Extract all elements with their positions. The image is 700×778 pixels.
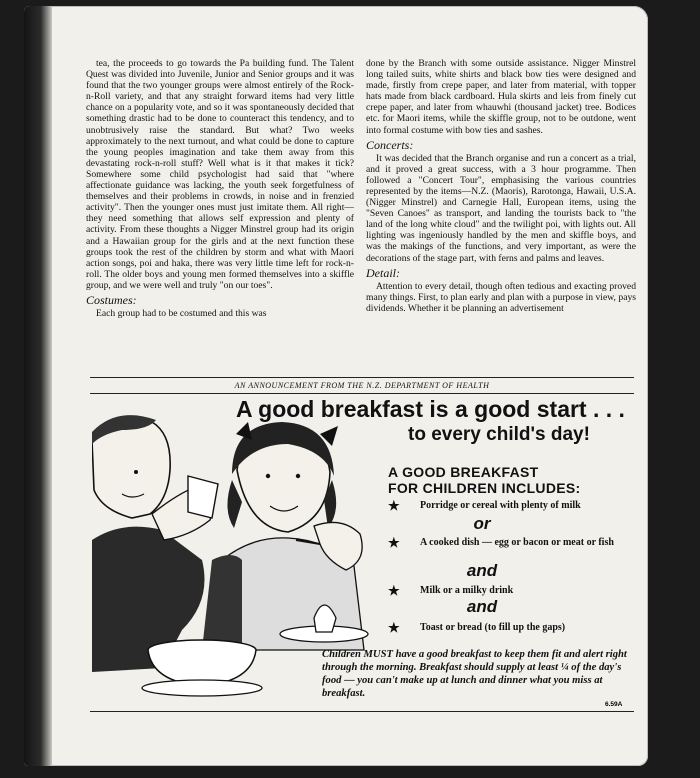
breakfast-item-text: Milk or a milky drink (420, 585, 514, 596)
ad-footer-text: Children MUST have a good breakfast to keep them fit and alert right through the morning. Breakfast should supply at least ¼ of the day's food — you can't make up at lunch and dinner what you miss at breakfast. (322, 649, 627, 699)
star-icon: ★ (388, 620, 400, 635)
breakfast-item-text: Toast or bread (to fill up the gaps) (420, 622, 566, 633)
ad-announcement: AN ANNOUNCEMENT FROM THE N.Z. DEPARTMENT OF HEALTH (234, 381, 490, 390)
ad-code: 6.59A (605, 701, 623, 708)
ad-subhead-line-2: FOR CHILDREN INCLUDES: (388, 480, 581, 496)
divider-bottom (90, 711, 634, 712)
detail-heading: Detail: (366, 265, 400, 280)
ad-subhead-line-1: A GOOD BREAKFAST (388, 464, 539, 480)
star-icon: ★ (388, 583, 400, 598)
divider-announcement (90, 393, 634, 394)
concerts-text: It was decided that the Branch organise and run a concert as a trial, and it proved a great success, with a 3 hour programme. Then followed a "Concert Tour", emphasising the various countries represented by the items—N.Z. (Maoris), Rarotonga, Hawaii, U.S.A. (Nigger Minstrel) and Carnegie Hall, European items, using the "Seven Canoes" as transport, and landing the tourists back to "the land of the long white cloud" and the twilight poi, with lights out. All lighting was ingeniously handled by the men and skiffle boys, and was the makings of the functions, and very important, as were the decorations of the stage part, with ferns and palms and leaves. (366, 152, 636, 264)
ad-subhead (388, 464, 580, 496)
star-icon: ★ (388, 535, 400, 550)
divider-top (90, 377, 634, 378)
costumes-text: Each group had to be costumed and this was (96, 307, 267, 319)
ad-headline-1: A good breakfast is a good start . . . (236, 396, 625, 422)
star-icon: ★ (388, 498, 400, 513)
ad-headline-2: to every child's day! (408, 424, 590, 445)
detail-text: Attention to every detail, though often tedious and exacting proved many things. First, to plan early and plan with a purpose in view, pays dividends. Whether it be planning an advertisement (366, 280, 636, 314)
article-right-column (366, 58, 636, 314)
conjunction-or: or (473, 514, 491, 533)
concerts-heading: Concerts: (366, 137, 414, 152)
article-paragraph: tea, the proceeds to go towards the Pa building fund. The Talent Quest was divided into Juvenile, Junior and Senior groups and it was found that the two younger groups were almost entirely of the Rock-n-Roll variety, and that any straight forward items had very little chance on a popularity vote, and so it was spontaneously decided that something drastic had to be done to counteract this tendency, and to unobtrusively raise the standard. But what? Two weeks approximately to the next turnout, and what could be done to capture the young peoples imagination and take them away from this devastating rock-n-roll stuff? Well what is it that makes it tick? Somewhere some child psychologist had said that "where affectionate guidance was lacking, the youth seek forgetfulness of themselves and their problems in crowds, in noise and in frenzied activity". Then the younger ones must just imitate them. All right—they need something that allows self expression and plenty of activity. From these thoughts a Nigger Minstrel group had its origin and a Hawaiian group for the girls and at the next function these groups took the rest of the children by storm and what with Maori action songs, poi and haka, there was very little time left for rock-n-roll. The older boys and young men formed themselves into a skiffle group, and we were well and truly "on our toes". (86, 58, 354, 291)
article-paragraph: done by the Branch with some outside assistance. Nigger Minstrel long tailed suits, white shirts and black bow ties were designed and made, firstly from crepe paper, and later from material, with topper hats made from black cardboard. Hula skirts and leis from finely cut crepe paper, and later from whauwhi (thousand jacket) tree. Bodices etc. for Maori items, while the skiffle group, not to be outdone, went into formal costume with bow ties and sashes. (366, 58, 636, 136)
breakfast-item-text: A cooked dish — egg or bacon or meat or fish (420, 537, 614, 548)
costumes-heading: Costumes: (86, 292, 137, 307)
book-binding (24, 6, 52, 766)
conjunction-and: and (466, 597, 498, 616)
article-left-column (86, 58, 354, 319)
conjunction-and: and (466, 561, 498, 580)
breakfast-item-text: Porridge or cereal with plenty of milk (420, 500, 581, 511)
